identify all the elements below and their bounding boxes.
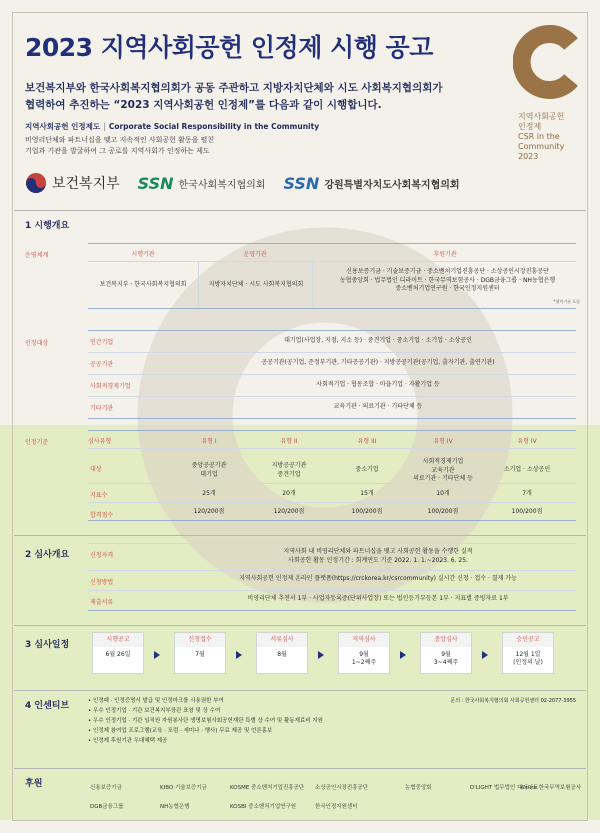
step-date-line: 3~4째주 (433, 659, 459, 666)
divider (14, 210, 586, 211)
rule (88, 374, 576, 375)
step-date (257, 647, 307, 659)
cell: 교육기관 (431, 466, 455, 474)
col-header: 후원기관 (433, 251, 457, 258)
sponsor-logo: KOSBI 중소벤처기업연구원 (230, 804, 297, 810)
schedule-step (338, 632, 390, 674)
sponsor-logo: KOSME 중소벤처기업진흥공단 (230, 785, 305, 791)
rule (88, 543, 576, 544)
divider (14, 768, 586, 769)
mohw-name: 보건복지부 (52, 176, 120, 192)
rule (88, 448, 576, 449)
rule (88, 261, 576, 262)
section-heading: 2 심사개요 (25, 550, 70, 560)
step-date-line: 8월 (277, 651, 287, 658)
sponsor-logo: DGB금융그룹 (90, 804, 124, 810)
divider (14, 535, 586, 536)
step-date (421, 647, 471, 667)
rule (88, 308, 576, 309)
col-header: 유형 IV (517, 438, 537, 445)
definition-ko: 지역사회공헌 인정제도 (25, 122, 101, 131)
rule (88, 483, 576, 484)
schedule-step (92, 632, 144, 674)
incentive-item: • 인정제 참여업 프로그램(교육 · 포럼 · 세미나 · 행사) 무료 제공 및 언론홍보 (88, 726, 323, 736)
col-header: 유형 II (280, 438, 298, 445)
row-label: 신청방법 (90, 579, 114, 586)
gangwon-name: 강원특별자치도사회복지협의회 (324, 179, 460, 191)
cell: 중앙공공기관 (191, 462, 227, 469)
cell: 120/200점 (193, 508, 225, 515)
cell: 중소기업 (355, 466, 379, 473)
row-label: 민간기업 (90, 339, 114, 346)
cell: 대기업 (200, 470, 218, 478)
cell: 15개 (360, 490, 374, 497)
rule (198, 261, 199, 307)
step-date (93, 647, 143, 659)
col-header: 시행기관 (131, 251, 155, 258)
arrow-right-icon (154, 651, 160, 659)
rule (88, 352, 576, 353)
incentive-item: • 인정패 · 인정증명서 발급 및 인정마크를 사용권한 부여 (88, 696, 323, 706)
cell: 10개 (436, 490, 450, 497)
sponsor-logo: 소상공인시장진흥공단 (315, 785, 369, 791)
brand-line: Community (518, 142, 565, 151)
section-heading: 3 심사일정 (25, 640, 70, 650)
row-label: 사회적경제기업 (90, 383, 131, 390)
sponsor-logo: KIBO 기술보증기금 (160, 785, 207, 791)
col-header: 유형 III (357, 438, 377, 445)
definition-line: 기업과 기관을 발굴하여 그 공로를 지역사회가 인정하는 제도 (25, 147, 210, 155)
cell: 지역사회공헌 인정제 온라인 플랫폼(https://crckorea.kr/csrcommunity) 실시간 신청 · 접수 · 결재 가능 (239, 575, 517, 582)
arrow-right-icon (318, 651, 324, 659)
step-date-line: 9월 (359, 651, 369, 658)
cell: 보건복지부 · 한국사회복지협의회 (99, 281, 187, 288)
step-title: 서류심사 (257, 633, 307, 647)
row-label: 운영체계 (25, 252, 49, 259)
definition-desc (25, 135, 214, 157)
row-label: 합격점수 (90, 512, 114, 519)
kncsw-logo (138, 174, 266, 193)
schedule-step (174, 632, 226, 674)
definition-en: Corporate Social Responsibility in the Community (108, 122, 320, 131)
csr-brand-c-icon (513, 22, 583, 102)
sponsor-logo: D'LIGHT 법무법인 디라이트 (470, 785, 539, 791)
cell: 25개 (202, 490, 216, 497)
rule (88, 570, 576, 571)
cell: 100/200점 (351, 508, 383, 515)
cell: 지역사회 내 비영리단체와 파트너십을 맺고 사회공헌 활동을 수행한 실적 (283, 548, 473, 555)
brand-line: 지역사회공헌 (518, 112, 565, 121)
step-title: 지역심사 (339, 633, 389, 647)
cell-sponsors (315, 268, 580, 294)
sponsor-logo: NH농협은행 (160, 804, 190, 810)
schedule-step (256, 632, 308, 674)
step-title: 시행공고 (93, 633, 143, 647)
incentive-item: • 우수 인정기업 · 기관 임직원 자원봉사단 생명보험사회공헌재단 특별 상 수여 및 활동재료비 지원 (88, 716, 323, 726)
step-date-line: 9월 (441, 651, 451, 658)
step-date (339, 647, 389, 667)
step-date-line: 6월 26일 (105, 651, 131, 658)
rule (88, 418, 576, 419)
mohw-logo (25, 172, 120, 194)
step-date-line: 1~2째주 (351, 659, 377, 666)
section-heading: 1 시행개요 (25, 221, 70, 231)
row-label: 신청자격 (90, 552, 114, 559)
arrow-right-icon (236, 651, 242, 659)
rule (88, 610, 576, 611)
definition-title: 지역사회공헌 인정제도 | Corporate Social Responsibility in the Community (25, 122, 320, 131)
cell: 사회적경제기업 (422, 458, 464, 465)
cell: 7개 (522, 490, 532, 497)
sponsor-logo: 신용보증기금 (90, 785, 122, 791)
cell: 대기업(사업장, 지점, 지소 등) · 중견기업 · 중소기업 · 소기업 · 소상공인 (284, 337, 472, 344)
divider (14, 690, 586, 691)
step-date (503, 647, 553, 667)
sponsor-line: 신용보증기금 · 기술보증기금 · 중소벤처기업진흥공단 · 소상공인시장진흥공단 (346, 268, 549, 275)
rule (88, 396, 576, 397)
organizer-logos (25, 168, 460, 198)
col-header: 심사유형 (88, 438, 112, 445)
row-label: 기타기관 (90, 405, 114, 412)
sponsor-heading: 후원 (25, 779, 43, 789)
schedule-step (420, 632, 472, 674)
sponsor-logo: 농협중앙회 (405, 785, 432, 791)
rule (88, 430, 576, 431)
cell: 20개 (282, 490, 296, 497)
step-title: 승인공고 (503, 633, 553, 647)
sponsor-line: 중소벤처기업연구원 · 한국인정지원센터 (395, 285, 500, 292)
sponsor-line: 농협중앙회 · 법무법인 디라이트 · 한국무역보험공사 · DGB금융그룹 · NH농협은행 (339, 276, 556, 284)
cell: 비영리단체 추천서 1부 · 사업자등록증(단위사업장) 또는 법인등기부등본 1부 · 지표별 증빙자료 1부 (247, 595, 509, 602)
cell: 소기업 · 소상공인 (503, 466, 551, 473)
note: *협력기관 포함 (553, 299, 580, 304)
cell: 의료기관 · 기타단체 등 (413, 475, 473, 482)
intro-line: 협력하여 추진하는 “2023 지역사회공헌 인정제”를 다음과 같이 시행합니다. (25, 99, 382, 111)
rule (88, 243, 576, 244)
gangwon-logo (283, 174, 459, 193)
page-title: 2023 지역사회공헌 인정제 시행 공고 (25, 33, 433, 62)
incentive-item: • 우수 인정기업 · 기관 보건복지부장관 표창 및 상 수여 (88, 706, 323, 716)
cell: 교육기관 · 의료기관 · 기타단체 등 (333, 403, 423, 410)
step-date-line: 7월 (195, 651, 205, 658)
rule (88, 330, 576, 331)
row-label: 인정기준 (25, 439, 49, 446)
rule (88, 520, 576, 521)
step-date-line: (인정의 날) (513, 659, 543, 666)
intro-line: 보건복지부와 한국사회복지협의회가 공동 주관하고 지방자치단체와 시도 사회복지협의회가 (25, 82, 443, 94)
cell: 지방공공기관 (271, 462, 307, 469)
sponsor-logo: 한국인정지원센터 (315, 804, 358, 810)
brand-line: 2023 (518, 152, 539, 161)
cell: 100/200점 (511, 508, 543, 515)
section-heading: 4 인센티브 (25, 701, 70, 711)
col-header: 운영기관 (243, 251, 267, 258)
row-label: 지표수 (90, 492, 108, 499)
cell: 100/200점 (427, 508, 459, 515)
step-title: 중앙심사 (421, 633, 471, 647)
brand-caption (518, 112, 564, 162)
row-label: 제출서류 (90, 599, 114, 606)
incentive-list (88, 696, 323, 746)
col-header: 유형 IV (433, 438, 453, 445)
step-title: 신청접수 (175, 633, 225, 647)
row-label: 공공기관 (90, 361, 114, 368)
cell: 지방자치단체 · 시도 사회복지협의회 (208, 281, 304, 288)
incentive-item: • 인정제 후원기관 우대혜택 제공 (88, 736, 323, 746)
cell: 사회적기업 · 협동조합 · 마을기업 · 자활기업 등 (316, 381, 440, 388)
ssn-mark: SSN (283, 173, 320, 193)
row-label: 인정대상 (25, 340, 49, 347)
brand-line: CSR in the (518, 132, 560, 141)
arrow-right-icon (400, 651, 406, 659)
step-date (175, 647, 225, 659)
cell: 공공기관(공기업, 준정부기관, 기타공공기관) · 지방공공기관(공기업, 출자기관, 출연기관) (261, 359, 495, 366)
col-header: 유형 I (201, 438, 217, 445)
cell: 120/200점 (273, 508, 305, 515)
kncsw-name: 한국사회복지협의회 (178, 179, 266, 191)
rule (88, 502, 576, 503)
contact-info: 문의 : 한국사회복지협의회 사회공헌센터 02-2077-3955 (450, 698, 576, 704)
taegeuk-icon (25, 172, 47, 194)
ssn-mark: SSN (137, 173, 174, 193)
cell: 중견기업 (277, 470, 301, 478)
cell: 사회공헌 활동 인정기간 : 회계연도 기준 2022. 1. 1.~2023. 6. 25. (288, 557, 468, 564)
schedule-step (502, 632, 554, 674)
sponsor-logo: K-sure 한국무역보험공사 (520, 785, 582, 791)
arrow-right-icon (482, 651, 488, 659)
step-date-line: 12월 1일 (515, 651, 541, 658)
rule (312, 261, 313, 307)
divider (14, 625, 586, 626)
rule (88, 590, 576, 591)
row-label: 대상 (90, 466, 102, 473)
definition-line: 비영리단체와 파트너십을 맺고 지속적인 사회공헌 활동을 펼친 (25, 136, 215, 144)
intro-text (25, 80, 443, 114)
brand-line: 인정제 (518, 122, 542, 131)
